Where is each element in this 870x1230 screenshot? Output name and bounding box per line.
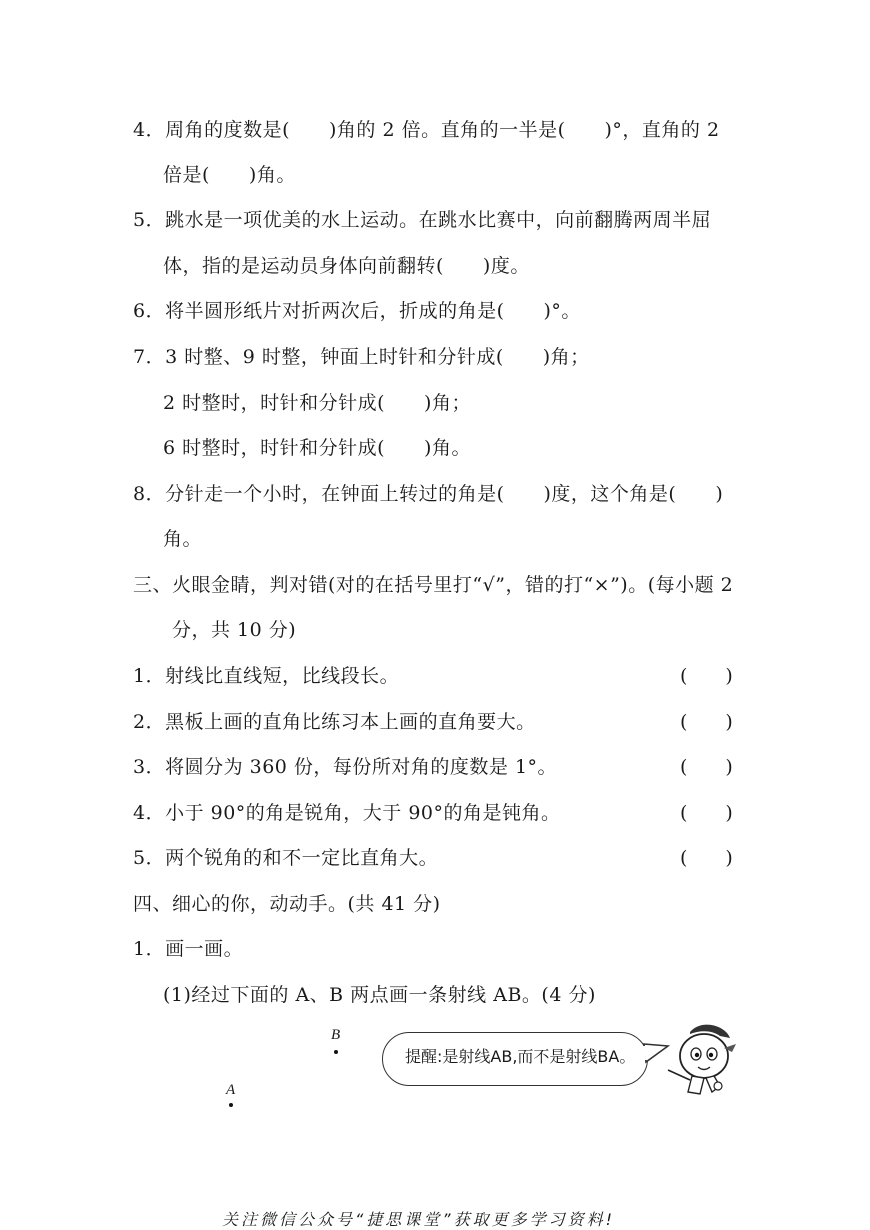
question-7-line-1: 7．3 时整、9 时整，钟面上时针和分针成( )角； xyxy=(133,346,590,368)
question-8-line-1: 8．分针走一个小时，在钟面上转过的角是( )度，这个角是( ) xyxy=(133,483,724,505)
question-7-line-3: 6 时整时，时针和分针成( )角。 xyxy=(163,437,471,459)
point-a-dot xyxy=(229,1103,233,1107)
question-5-line-1: 5．跳水是一项优美的水上运动。在跳水比赛中，向前翻腾两周半屈 xyxy=(133,209,712,231)
section-3-heading-line-1: 三、火眼金睛，判对错(对的在括号里打“√”，错的打“×”)。(每小题 2 xyxy=(133,574,734,596)
footer-watermark: 关注微信公众号“捷思课堂”获取更多学习资料! xyxy=(222,1210,615,1229)
section-4-question-1-part-1: (1)经过下面的 A、B 两点画一条射线 AB。(4 分) xyxy=(163,984,596,1006)
judgement-item-3: 3．将圆分为 360 份，每份所对角的度数是 1°。 xyxy=(133,756,558,778)
judgement-item-1: 1．射线比直线短，比线段长。 xyxy=(133,665,400,687)
question-4-line-1: 4．周角的度数是( )角的 2 倍。直角的一半是( )°，直角的 2 xyxy=(133,119,720,141)
question-8-line-2: 角。 xyxy=(163,528,203,550)
answer-paren-4: ( ) xyxy=(680,802,733,824)
point-a-label: A xyxy=(226,1082,236,1098)
section-3-heading-line-2: 分，共 10 分) xyxy=(172,619,297,641)
answer-paren-1: ( ) xyxy=(680,665,733,687)
section-4-question-1: 1．画一画。 xyxy=(133,938,244,960)
question-6: 6．将半圆形纸片对折两次后，折成的角是( )°。 xyxy=(133,300,581,322)
section-4-heading: 四、细心的你，动动手。(共 41 分) xyxy=(133,893,441,915)
question-7-line-2: 2 时整时，时针和分针成( )角； xyxy=(163,392,471,414)
hint-text: 提醒:是射线AB,而不是射线BA。 xyxy=(405,1047,636,1066)
question-4-line-2: 倍是( )角。 xyxy=(163,164,296,186)
answer-paren-5: ( ) xyxy=(680,847,733,869)
answer-paren-2: ( ) xyxy=(680,711,733,733)
answer-paren-3: ( ) xyxy=(680,756,733,778)
judgement-item-5: 5．两个锐角的和不一定比直角大。 xyxy=(133,847,439,869)
judgement-item-4: 4．小于 90°的角是锐角，大于 90°的角是钝角。 xyxy=(133,802,561,824)
question-5-line-2: 体，指的是运动员身体向前翻转( )度。 xyxy=(163,255,530,277)
judgement-item-2: 2．黑板上画的直角比练习本上画的直角要大。 xyxy=(133,711,536,733)
point-b-label: B xyxy=(331,1027,341,1043)
cartoon-character-icon xyxy=(660,1020,740,1100)
point-b-dot xyxy=(334,1050,338,1054)
